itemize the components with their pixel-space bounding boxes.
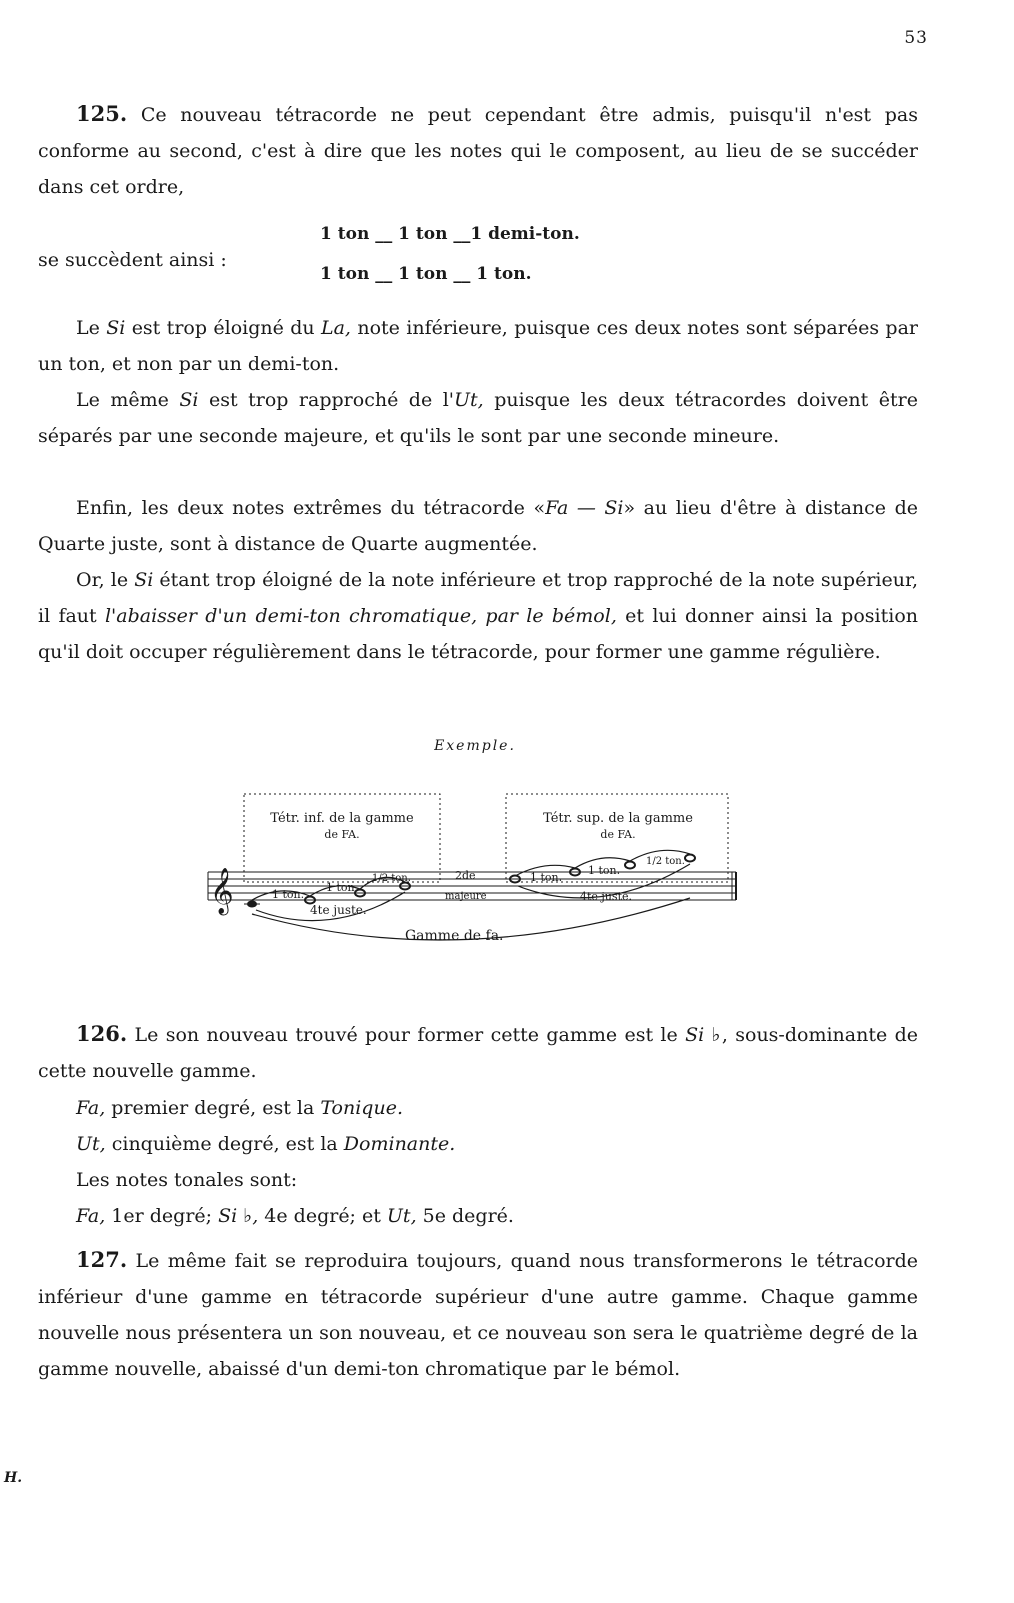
tone-sequence-actual: 1 ton __ 1 ton __ 1 ton. [320, 264, 532, 284]
text: puisque les deux tétracordes doivent être séparés par une seconde majeure, et qu'ils le sont par une seconde mineure. [38, 389, 918, 447]
text: » au lieu d'être à distance de Quarte juste, sont à distance de Quarte augmentée. [38, 497, 918, 555]
note-name: Ut, [386, 1205, 417, 1227]
paragraph-number: 125. [76, 101, 128, 126]
label-majeure: majeure [445, 891, 487, 902]
box-left-line1: Tétr. inf. de la gamme [270, 811, 414, 826]
text: Or, le [76, 569, 135, 591]
note-name: Fa — Si [545, 497, 624, 519]
note-name: Si [179, 389, 199, 411]
paragraph-125 [38, 96, 918, 205]
text: est trop éloigné du [125, 317, 321, 339]
label-ton-3: 1 ton. [530, 871, 563, 884]
example-title: Exemple. [434, 738, 516, 754]
paragraph-si-near [38, 382, 918, 454]
text: Le son nouveau trouvé pour former cette gamme est le [127, 1024, 686, 1046]
margin-mark: H. [4, 1470, 23, 1486]
text: cinquième degré, est la [105, 1133, 344, 1155]
box-right-line1: Tétr. sup. de la gamme [543, 811, 693, 826]
term: Tonique. [320, 1097, 403, 1119]
paragraph-text: Ce nouveau tétracorde ne peut cependant être admis, puisqu'il n'est pas conforme au second, c'est à dire que les notes qui le composent, au lieu de se succéder dans cet ordre, [38, 104, 918, 198]
text: Enfin, les deux notes extrêmes du tétracorde « [76, 497, 546, 519]
text: étant trop éloigné de la note inférieure et trop rapproché de la note supérieur, il faut [38, 569, 918, 627]
degrees-line [76, 1198, 514, 1234]
note-name: Si [106, 317, 126, 339]
tone-sequence-label: se succèdent ainsi : [38, 249, 227, 271]
note-name: Ut, [454, 389, 484, 411]
paragraph-or [38, 562, 918, 670]
text: 4e degré; et [258, 1205, 387, 1227]
note-name: Fa, [76, 1097, 106, 1119]
box-right-line2: de FA. [600, 828, 636, 841]
page-number: 53 [904, 28, 928, 48]
label-seconde: 2de [455, 869, 476, 882]
label-ton-2: 1 ton. [326, 881, 359, 894]
text: est trop rapproché de l' [198, 389, 455, 411]
label-half-1: 1/2 ton. [372, 873, 411, 884]
label-gamme-de-fa: Gamme de fa. [405, 928, 504, 944]
paragraph-enfin [38, 490, 918, 562]
paragraph-number: 126. [76, 1021, 128, 1046]
text: , sous-dominante de cette nouvelle gamme. [38, 1024, 918, 1082]
note-name: La, [320, 317, 351, 339]
treble-clef-icon: 𝄞 [210, 868, 234, 914]
notes-tonales-line: Les notes tonales sont: [76, 1169, 298, 1191]
text: note inférieure, puisque ces deux notes sont séparées par un ton, et non par un demi-ton. [38, 317, 919, 375]
label-ton-1: 1 ton. [272, 888, 305, 901]
note-name: Si [134, 569, 154, 591]
paragraph-number: 127. [76, 1247, 128, 1272]
note-name: Ut, [76, 1133, 106, 1155]
tone-sequence-expected: 1 ton __ 1 ton __1 demi-ton. [320, 224, 580, 244]
paragraph-127 [38, 1242, 918, 1387]
term: Dominante. [343, 1133, 456, 1155]
text: 1er degré; [105, 1205, 219, 1227]
note-name: Fa, [76, 1205, 106, 1227]
text: et lui donner ainsi la position qu'il doit occuper régulièrement dans le tétracorde, pour former une gamme régulière. [38, 605, 918, 663]
text: Le [76, 317, 107, 339]
paragraph-si-far [38, 310, 918, 382]
tonique-line [76, 1090, 403, 1126]
dominante-line [76, 1126, 455, 1162]
text: premier degré, est la [105, 1097, 321, 1119]
text: 5e degré. [416, 1205, 514, 1227]
note-name: Si ♭ [685, 1024, 722, 1046]
text: Le même fait se reproduira toujours, quand nous transformerons le tétracorde inférieur d'une gamme en tétracorde supérieur d'une autre gamme. Chaque gamme nouvelle nous présentera un son nouveau, et ce nouveau son sera le quatrième degré de la gamme nouvelle, abaissé d'un demi-ton chromatique par le bémol. [38, 1250, 918, 1380]
box-left-line2: de FA. [324, 828, 360, 841]
label-half-2: 1/2 ton. [646, 856, 685, 867]
emphasis-text: l'abaisser d'un demi-ton chromatique, par le bémol, [104, 605, 617, 627]
music-staff-example [200, 788, 760, 968]
paragraph-126 [38, 1016, 918, 1089]
label-ton-4: 1 ton. [588, 864, 621, 877]
text: Le même [76, 389, 180, 411]
label-quarte-2: 4te juste. [580, 890, 632, 903]
label-quarte-1: 4te juste. [310, 903, 367, 917]
note-name: Si ♭, [218, 1205, 259, 1227]
